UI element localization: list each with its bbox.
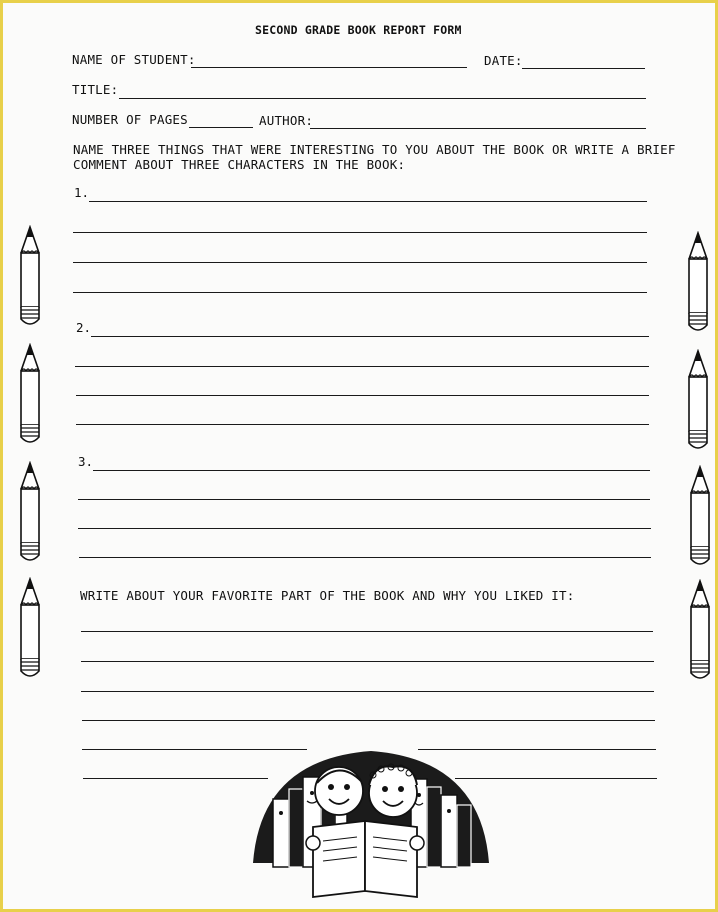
pencil-icon <box>17 343 43 447</box>
page-count-field[interactable] <box>189 127 253 128</box>
item-number-1: 1. <box>74 185 90 200</box>
item-3-line-2[interactable] <box>78 499 650 500</box>
item-1-line-4[interactable] <box>73 292 647 293</box>
pencil-icon <box>685 349 711 453</box>
pencil-icon <box>17 461 43 565</box>
favorite-line-4[interactable] <box>82 720 655 721</box>
item-number-2: 2. <box>76 320 92 335</box>
page-count-label: NUMBER OF PAGES <box>72 112 188 127</box>
date-label: DATE: <box>484 53 523 68</box>
date-field[interactable] <box>522 68 645 69</box>
pencil-icon <box>687 465 713 569</box>
student-name-label: NAME OF STUDENT: <box>72 52 196 67</box>
pencil-icon <box>17 225 43 329</box>
book-title-field[interactable] <box>119 98 646 99</box>
item-1-line-3[interactable] <box>73 262 647 263</box>
favorite-line-2[interactable] <box>81 661 654 662</box>
interesting-things-prompt-line-2: COMMENT ABOUT THREE CHARACTERS IN THE BOOK: <box>73 157 406 172</box>
item-3-line-4[interactable] <box>79 557 651 558</box>
favorite-line-6-left[interactable] <box>83 778 268 779</box>
favorite-line-3[interactable] <box>81 691 654 692</box>
form-title: SECOND GRADE BOOK REPORT FORM <box>255 23 462 37</box>
item-2-line-2[interactable] <box>75 366 649 367</box>
item-number-3: 3. <box>78 454 94 469</box>
favorite-part-prompt: WRITE ABOUT YOUR FAVORITE PART OF THE BOOK AND WHY YOU LIKED IT: <box>80 588 575 603</box>
children-reading-illustration <box>251 739 491 899</box>
item-3-line-3[interactable] <box>78 528 651 529</box>
item-2-line-1[interactable] <box>91 336 649 337</box>
item-2-line-3[interactable] <box>76 395 649 396</box>
student-name-field[interactable] <box>191 67 467 68</box>
pencil-icon <box>687 579 713 683</box>
author-label: AUTHOR: <box>259 113 314 128</box>
favorite-line-1[interactable] <box>81 631 653 632</box>
item-2-line-4[interactable] <box>76 424 649 425</box>
item-1-line-1[interactable] <box>89 201 647 202</box>
interesting-things-prompt-line-1: NAME THREE THINGS THAT WERE INTERESTING TO YOU ABOUT THE BOOK OR WRITE A BRIEF <box>73 142 676 157</box>
book-title-label: TITLE: <box>72 82 119 97</box>
pencil-icon <box>685 231 711 335</box>
author-field[interactable] <box>310 128 646 129</box>
item-1-line-2[interactable] <box>73 232 647 233</box>
pencil-icon <box>17 577 43 681</box>
item-3-line-1[interactable] <box>93 470 650 471</box>
